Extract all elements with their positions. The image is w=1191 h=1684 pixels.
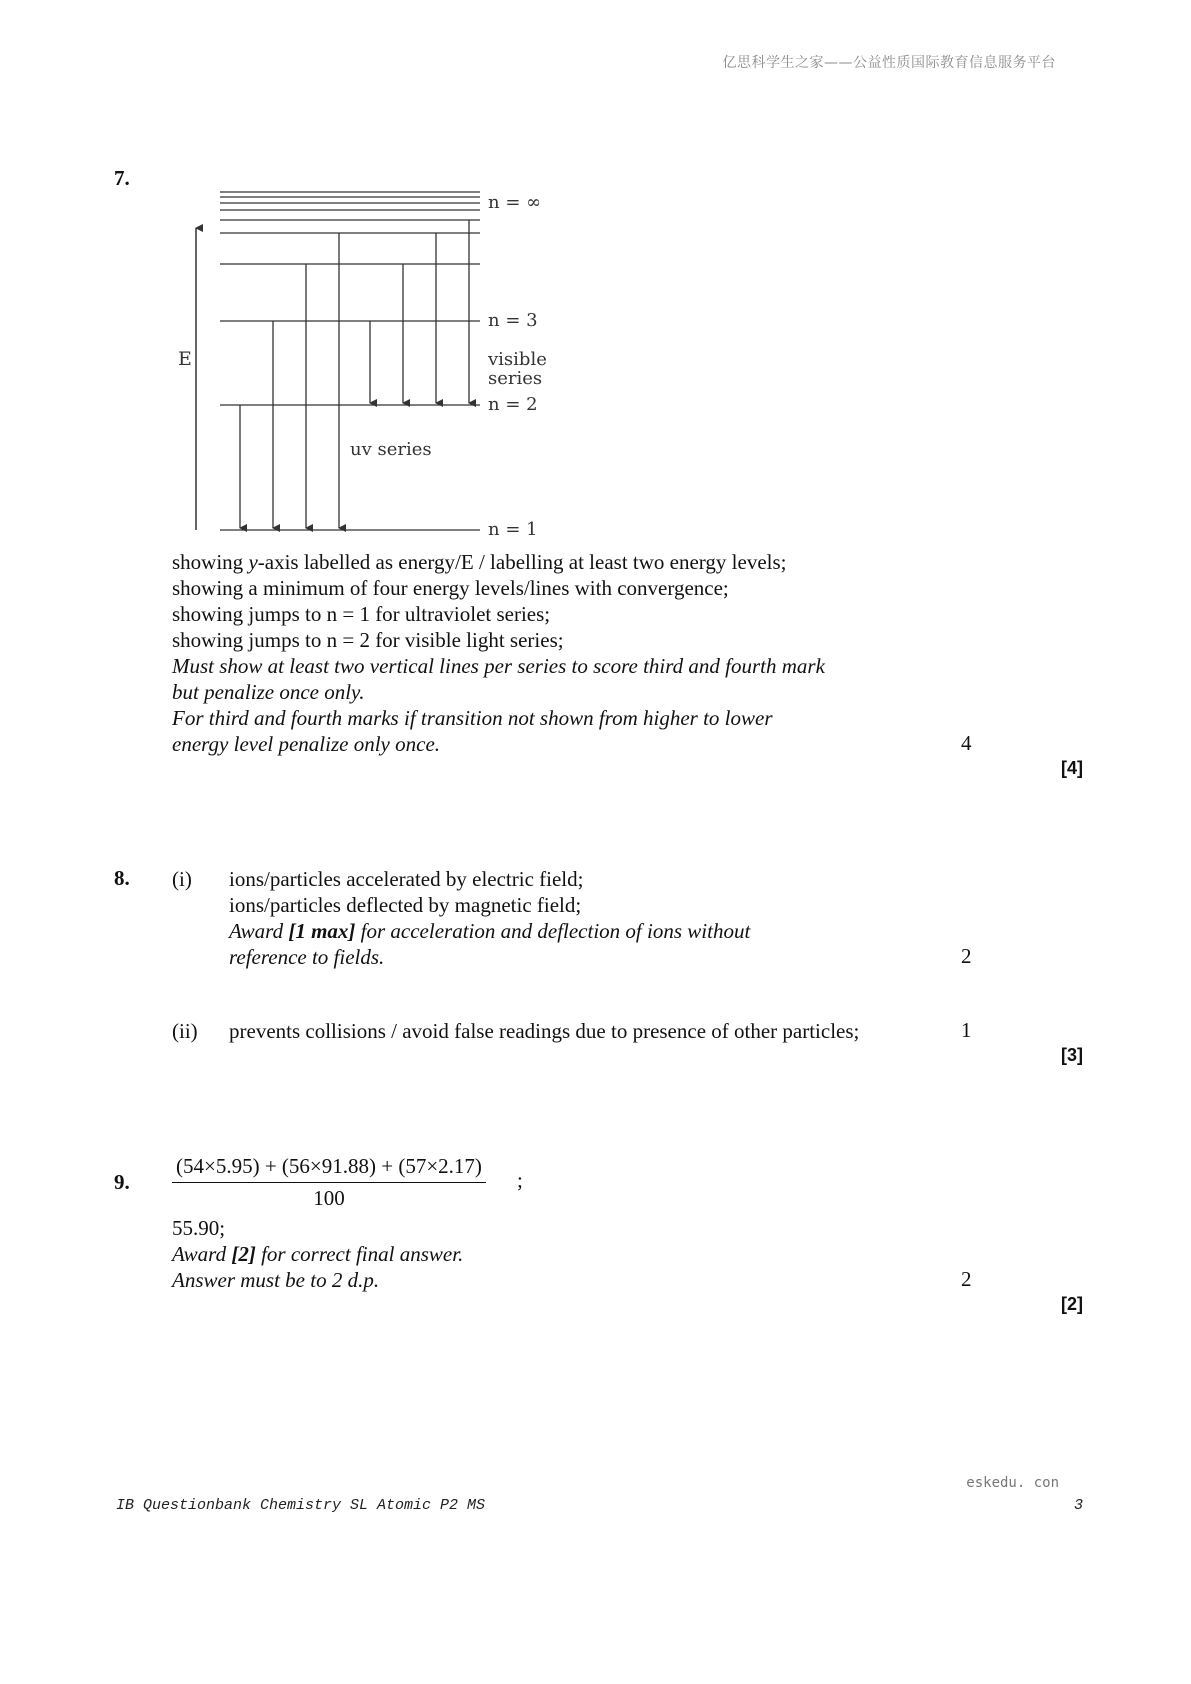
q9-total: [2] [1061,1294,1083,1314]
header-watermark: 亿思科学生之家——公益性质国际教育信息服务平台 [722,55,1056,71]
q8-part-i-body [229,866,750,970]
q7-line-1: showing y-axis labelled as energy/E / labelling at least two energy levels; [172,550,787,574]
q7-line-2: showing a minimum of four energy levels/lines with convergence; [172,576,729,600]
footer-site: eskedu. con [966,1475,1059,1491]
q7-markscheme [172,549,825,757]
q9-denominator: 100 [313,1186,345,1210]
q8-part-i-label: (i) [172,867,192,891]
visible-transitions [370,220,469,403]
footer-title: IB Questionbank Chemistry SL Atomic P2 MS [116,1497,486,1514]
q8-part-ii-text: prevents collisions / avoid false readings due to presence of other particles; [229,1019,860,1043]
visible-series-label-1: visible [488,349,547,370]
q7-note-4: energy level penalize only once. [172,732,441,756]
uv-series-label: uv series [350,439,432,460]
footer-page-number: 3 [1073,1497,1083,1514]
q8-i-line-2: ions/particles deflected by magnetic field; [229,893,582,917]
q8-i-note-2: reference to fields. [229,945,385,969]
axis-label-e: E [178,348,192,370]
level-label-n3: n = 3 [488,310,538,331]
q7-line-3: showing jumps to n = 1 for ultraviolet series; [172,602,551,626]
level-label-n1: n = 1 [488,519,538,540]
q8-ii-mark: 1 [961,1018,972,1042]
q7-total: [4] [1061,758,1083,778]
question-8-number: 8. [114,866,130,890]
q7-note-3: For third and fourth marks if transition not shown from higher to lower [172,706,773,730]
q9-answer-block [172,1215,463,1293]
q9-semicolon: ; [517,1168,523,1192]
q9-note-2: Answer must be to 2 d.p. [172,1268,380,1292]
q8-total: [3] [1061,1045,1083,1065]
q7-note-2: but penalize once only. [172,680,365,704]
visible-series-label-2: series [488,368,543,389]
q9-numerator: (54×5.95) + (56×91.88) + (57×2.17) [172,1154,486,1183]
q8-i-note-1: Award [1 max] for acceleration and deflection of ions without [229,919,751,943]
energy-level-diagram [160,180,560,540]
q7-line-4: showing jumps to n = 2 for visible light series; [172,628,564,652]
question-9-number: 9. [114,1170,130,1194]
q9-note-1: Award [2] for correct final answer. [172,1242,464,1266]
level-label-n-inf: n = ∞ [488,192,542,213]
q8-i-line-1: ions/particles accelerated by electric field; [229,867,584,891]
question-7-number: 7. [114,166,130,190]
convergence-lines [220,192,480,264]
q8-part-ii-label: (ii) [172,1019,198,1043]
q9-mark: 2 [961,1267,972,1291]
level-label-n2: n = 2 [488,394,538,415]
q9-answer: 55.90; [172,1216,226,1240]
uv-transitions [240,233,339,528]
q7-mark: 4 [961,731,972,755]
q8-i-mark: 2 [961,944,972,968]
q9-fraction [172,1154,486,1211]
q7-note-1: Must show at least two vertical lines per series to score third and fourth mark [172,654,825,678]
